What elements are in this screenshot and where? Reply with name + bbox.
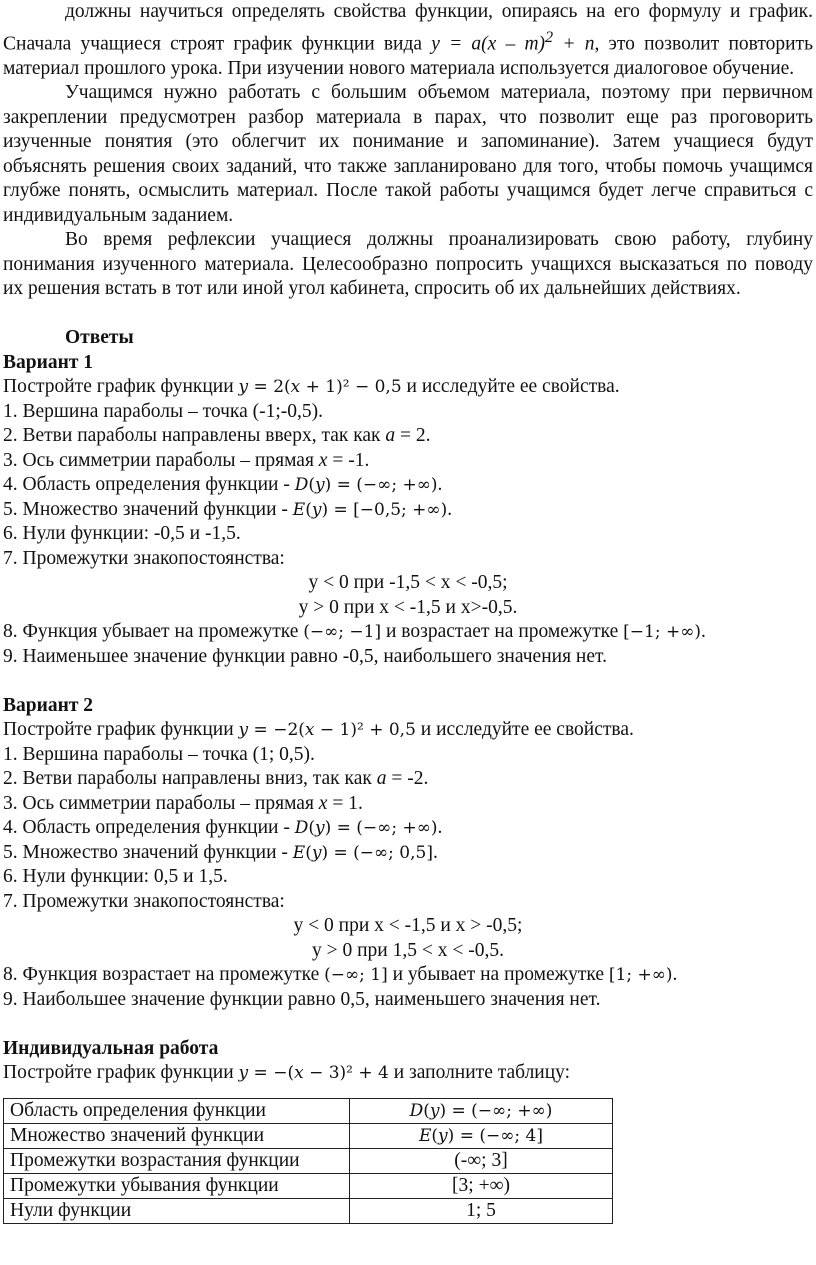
table-row bbox=[4, 1198, 613, 1223]
list-item: 9. Наибольшее значение функции равно 0,5, наименьшего значения нет. bbox=[3, 988, 601, 1010]
list-item: 8. Функция возрастает на промежутке (−∞; 1] и убывает на промежутке [1; +∞). bbox=[3, 964, 678, 985]
list-item: 8. Функция убывает на промежутке (−∞; −1] и возрастает на промежутке [−1; +∞). bbox=[3, 621, 706, 642]
answers-heading: Ответы bbox=[65, 327, 134, 348]
list-item: 2. Ветви параболы направлены вниз, так как a = -2. bbox=[3, 768, 429, 789]
list-item: 1. Вершина параболы – точка (1; 0,5). bbox=[3, 743, 315, 765]
formula: + n bbox=[553, 33, 595, 54]
list-item: 9. Наименьшее значение функции равно -0,5, наибольшего значения нет. bbox=[3, 645, 607, 667]
text: , это позволит повторить материал прошлого урока. При изучении нового материала используется диалоговое обучение. bbox=[3, 33, 813, 79]
table-cell-value: (-∞; 3] bbox=[350, 1148, 613, 1173]
sign-interval: y > 0 при 1,5 < x < -0,5. bbox=[312, 939, 504, 961]
formula: 𝑦 = −(𝑥 − 3)² + 4 bbox=[238, 1063, 389, 1083]
table-cell-value: 𝐷(𝑦) = (−∞; +∞) bbox=[350, 1098, 613, 1123]
paragraph-pairs: Учащимся нужно работать с большим объемом материала, поэтому при первичном закреплении предусмотрен разбор материала в парах, что позволит еще раз проговорить изученные понятия (это облегчит их понимание и запоминание). Затем учащиеся будут объяснять решения своих заданий, что также запланировано для того, чтобы помочь учащимся глубже понять, осмыслить материал. После такой работы учащимся будет легче справиться с индивидуальным заданием. bbox=[3, 82, 813, 226]
list-item: 4. Область определения функции - 𝐷(𝑦) = (−∞; +∞). bbox=[3, 817, 443, 838]
list-item: 6. Нули функции: -0,5 и -1,5. bbox=[3, 523, 241, 544]
text: должны научиться определять свойства функции, опираясь на его формулу и график. Сначала учащиеся строят график функции вида bbox=[3, 1, 813, 54]
list-item: 7. Промежутки знакопостоянства: bbox=[3, 890, 285, 912]
formula: 𝑦 = −2(𝑥 − 1)² + 0,5 bbox=[238, 720, 416, 740]
formula: y = a(x – m) bbox=[431, 33, 546, 54]
table-cell-value: 1; 5 bbox=[350, 1198, 613, 1223]
formula-exponent: 2 bbox=[545, 27, 554, 46]
formula: 𝑦 = 2(𝑥 + 1)² − 0,5 bbox=[238, 377, 402, 397]
variant-2-title: Вариант 2 bbox=[3, 694, 94, 716]
table-cell-label: Множество значений функции bbox=[4, 1123, 350, 1148]
list-item: 5. Множество значений функции - 𝐸(𝑦) = [−0,5; +∞). bbox=[3, 498, 453, 520]
sign-interval: y < 0 при -1,5 < x < -0,5; bbox=[308, 572, 508, 593]
variant-1 bbox=[3, 351, 813, 670]
list-item: 3. Ось симметрии параболы – прямая x = -1. bbox=[3, 449, 370, 471]
sign-interval: y > 0 при x < -1,5 и x>-0,5. bbox=[298, 596, 518, 618]
table-cell-value: [3; +∞) bbox=[350, 1173, 613, 1198]
individual-work bbox=[3, 1037, 813, 1224]
variant-1-task: Постройте график функции 𝑦 = 2(𝑥 + 1)² − 0,5 и исследуйте ее свойства. bbox=[3, 376, 620, 397]
sign-interval: y < 0 при x < -1,5 и x > -0,5; bbox=[293, 915, 523, 936]
paragraph-reflection: Во время рефлексии учащиеся должны проанализировать свою работу, глубину понимания изученного материала. Целесообразно попросить учащихся высказаться по поводу их решения встать в тот или иной угол кабинета, спросить об их дальнейших действиях. bbox=[3, 229, 813, 299]
paragraph-intro bbox=[3, 0, 813, 81]
table-row bbox=[4, 1098, 613, 1123]
table-cell-label: Промежутки убывания функции bbox=[4, 1173, 350, 1198]
list-item: 4. Область определения функции - 𝐷(𝑦) = (−∞; +∞). bbox=[3, 474, 443, 495]
variant-1-title: Вариант 1 bbox=[3, 351, 94, 373]
table-cell-label: Промежутки возрастания функции bbox=[4, 1148, 350, 1173]
variant-2 bbox=[3, 694, 813, 1013]
individual-task: Постройте график функции 𝑦 = −(𝑥 − 3)² + 4 и заполните таблицу: bbox=[3, 1062, 571, 1083]
table-cell-label: Нули функции bbox=[4, 1198, 350, 1223]
list-item: 1. Вершина параболы – точка (-1;-0,5). bbox=[3, 400, 323, 422]
properties-table bbox=[3, 1098, 613, 1224]
variant-2-task: Постройте график функции 𝑦 = −2(𝑥 − 1)² + 0,5 и исследуйте ее свойства. bbox=[3, 719, 634, 740]
list-item: 3. Ось симметрии параболы – прямая x = 1. bbox=[3, 792, 363, 814]
table-cell-label: Область определения функции bbox=[4, 1098, 350, 1123]
list-item: 2. Ветви параболы направлены вверх, так как a = 2. bbox=[3, 425, 431, 446]
table-row bbox=[4, 1148, 613, 1173]
individual-work-title: Индивидуальная работа bbox=[3, 1037, 219, 1059]
list-item: 6. Нули функции: 0,5 и 1,5. bbox=[3, 866, 228, 887]
list-item: 7. Промежутки знакопостоянства: bbox=[3, 547, 285, 569]
table-cell-value: 𝐸(𝑦) = (−∞; 4] bbox=[350, 1123, 613, 1148]
table-row bbox=[4, 1173, 613, 1198]
table-row bbox=[4, 1123, 613, 1148]
list-item: 5. Множество значений функции - 𝐸(𝑦) = (−∞; 0,5]. bbox=[3, 841, 438, 863]
